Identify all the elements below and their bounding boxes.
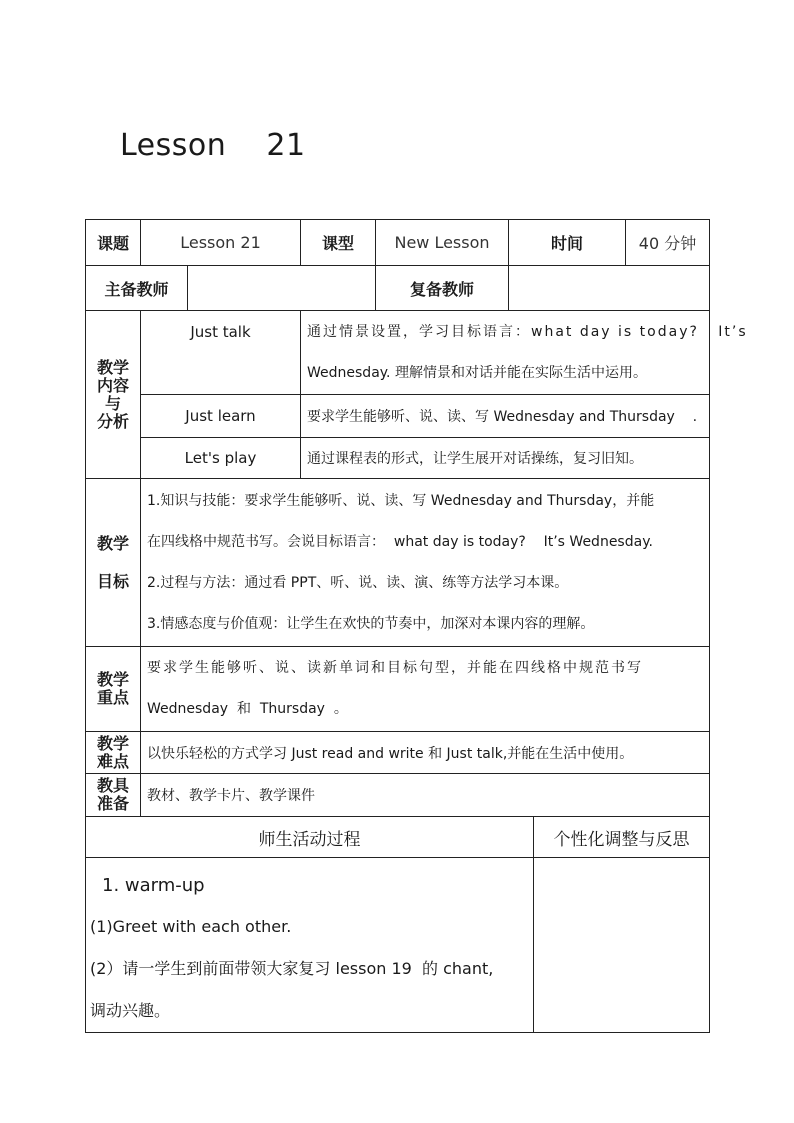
label-line: 教具 — [96, 776, 129, 795]
topic-label: 课题 — [86, 220, 141, 266]
type-label: 课型 — [301, 220, 376, 266]
process-line: (1)Greet with each other. — [90, 917, 292, 936]
difficulties-label — [86, 732, 141, 774]
content-row-lets-play — [86, 438, 710, 479]
difficulties-text: 以快乐轻松的方式学习 Just read and write 和 Just talk,并能在生活中使用。 — [141, 732, 710, 774]
process-body-row — [86, 858, 710, 1033]
page-title: Lesson 21 — [120, 128, 306, 163]
time-value: 40 分钟 — [626, 220, 710, 266]
objectives-label — [86, 479, 141, 647]
process-header-row — [86, 817, 710, 858]
label-line: 难点 — [96, 751, 129, 771]
item-name-just-learn: Just learn — [141, 395, 301, 438]
content-row-just-talk — [86, 311, 710, 395]
item-desc-just-learn: 要求学生能够听、说、读、写 Wednesday and Thursday . — [301, 395, 710, 438]
main-teacher-value — [188, 266, 376, 311]
item-desc-lets-play: 通过课程表的形式，让学生展开对话操练，复习旧知。 — [301, 438, 710, 479]
key-points-label — [86, 647, 141, 732]
topic-value: Lesson 21 — [141, 220, 301, 266]
co-teacher-label: 复备教师 — [376, 266, 509, 311]
objective-line: 3.情感态度与价值观：让学生在欢快的节奏中，加深对本课内容的理解。 — [147, 615, 595, 632]
label-line: 目标 — [96, 571, 129, 591]
materials-row — [86, 774, 710, 817]
label-line: 教学 — [96, 357, 129, 377]
objectives-row — [86, 479, 710, 647]
key-point-line: Wednesday 和 Thursday 。 — [147, 701, 348, 717]
item-name-just-talk: Just talk — [141, 311, 301, 395]
type-value: New Lesson — [376, 220, 509, 266]
materials-text: 教材、教学卡片、教学课件 — [141, 774, 710, 817]
teacher-row — [86, 266, 710, 311]
label-line: 内容 — [96, 375, 129, 395]
item-name-lets-play: Let's play — [141, 438, 301, 479]
label-line: 教学 — [96, 670, 129, 689]
time-label: 时间 — [509, 220, 626, 266]
label-line: 与 — [104, 393, 121, 413]
key-points-text — [141, 647, 710, 732]
co-teacher-value — [509, 266, 710, 311]
main-teacher-label: 主备教师 — [86, 266, 188, 311]
objectives-text — [141, 479, 710, 647]
materials-label — [86, 774, 141, 817]
label-line: 教学 — [96, 533, 129, 553]
objective-line: 1.知识与技能：要求学生能够听、说、读、写 Wednesday and Thursday，并能 — [147, 492, 655, 509]
key-point-line: 要求学生能够听、说、读新单词和目标句型，并能在四线格中规范书写 — [147, 660, 643, 676]
step-title: 1. warm-up — [102, 875, 205, 896]
objective-line: 2.过程与方法：通过看 PPT、听、说、读、演、练等方法学习本课。 — [147, 574, 569, 591]
reflection-header: 个性化调整与反思 — [534, 817, 710, 858]
objective-line: 在四线格中规范书写。会说目标语言： what day is today? It’s Wednesday. — [147, 533, 653, 550]
label-line: 准备 — [96, 794, 129, 813]
process-line: (2）请一学生到前面带领大家复习 lesson 19 的 chant, — [90, 959, 494, 978]
item-desc-just-talk — [301, 311, 748, 395]
process-line: 调动兴趣。 — [90, 1001, 171, 1020]
process-header: 师生活动过程 — [86, 817, 534, 858]
reflection-cell — [534, 858, 710, 1033]
label-line: 重点 — [96, 688, 129, 707]
key-points-row — [86, 647, 710, 732]
header-row — [86, 220, 710, 266]
lesson-plan-table — [85, 219, 748, 1033]
process-content — [86, 858, 534, 1033]
desc-line: Wednesday. 理解情景和对话并能在实际生活中运用。 — [307, 364, 647, 381]
label-line: 分析 — [96, 411, 129, 431]
content-analysis-label — [86, 311, 141, 479]
label-line: 教学 — [96, 733, 129, 753]
desc-line: 通过情景设置，学习目标语言：what day is today? It’s — [307, 323, 748, 340]
content-row-just-learn — [86, 395, 710, 438]
difficulties-row — [86, 732, 710, 774]
